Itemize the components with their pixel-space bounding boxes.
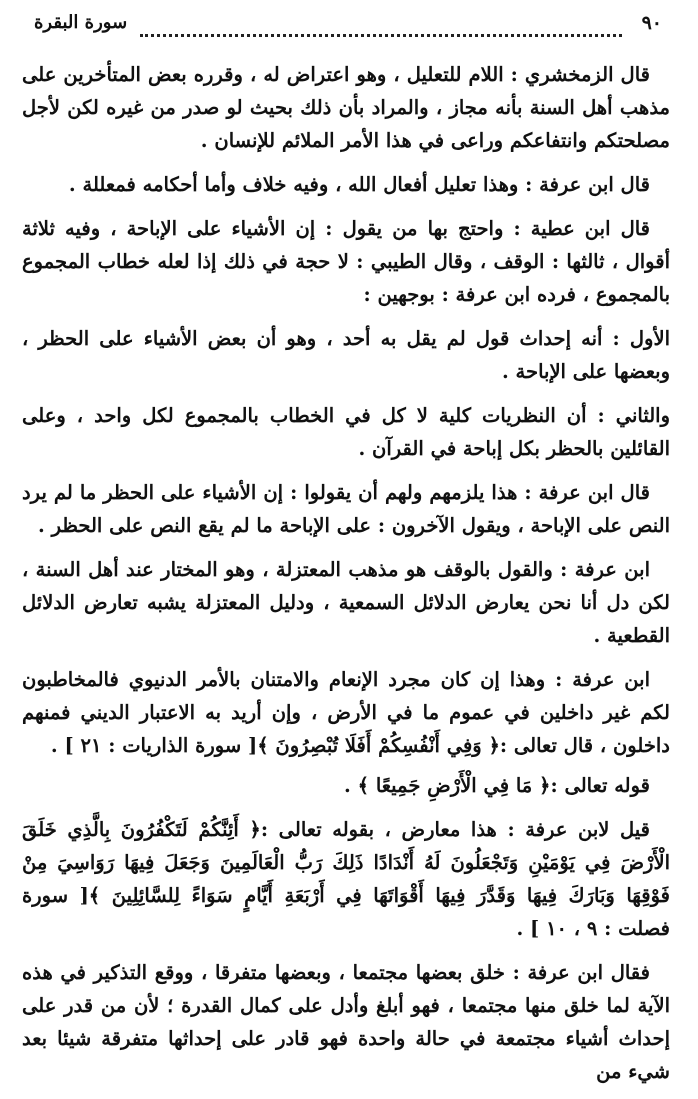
paragraph: ابن عرفة : والقول بالوقف هو مذهب المعتزلة ، وهو المختار عند أهل السنة ، لكن دل أنا نحن يعارض الدلائل السمعية ، ودليل المعتزلة يشبه تعارض الدلائل القطعية . <box>22 558 670 647</box>
paragraph: ابن عرفة : وهذا إن كان مجرد الإنعام والامتنان بالأمر الدنيوي فالمخاطبون لكم غير داخلين في عموم ما في الأرض ، وإن أريد به الاعتبار الديني فمنهم داخلون ، قال تعالى :﴿ وَفِي أَنْفُسِكُمْ أَفَلَا تُبْصِرُونَ ﴾[ سورة الذاريات : ٢١ ] . <box>22 668 670 757</box>
page-body <box>22 58 670 1099</box>
page-header <box>34 10 662 46</box>
paragraph: قال ابن عرفة : وهذا تعليل أفعال الله ، وفيه خلاف وأما أحكامه فمعللة . <box>68 173 650 196</box>
surah-name: سورة البقرة <box>34 12 128 33</box>
paragraph: والثاني : أن النظريات كلية لا كل في الخطاب بالمجموع لكل واحد ، وعلى القائلين بالحظر بكل إباحة في القرآن . <box>22 404 670 460</box>
page-number: ٩٠ <box>641 12 662 34</box>
header-dotted-leader <box>140 34 622 37</box>
paragraph: قال ابن عطية : واحتج بها من يقول : إن الأشياء على الإباحة ، وفيه ثلاثة أقوال ، ثالثها : الوقف ، وقال الطيبي : لا حجة في ذلك إذا لعله خطاب المجموع بالمجموع ، فرده ابن عرفة : بوجهين : <box>22 217 670 306</box>
paragraph: فقال ابن عرفة : خلق بعضها مجتمعا ، وبعضها متفرقا ، ووقع التذكير في هذه الآية لما خلق منها مجتمعا ، فهو أبلغ وأدل على كمال القدرة ؛ لأن من قدر على إحداث أشياء مجتمعة في حالة واحدة فهو قادر على إحداثها متفرقة شيئا بعد شيء من <box>22 961 670 1083</box>
paragraph: الأول : أنه إحداث قول لم يقل به أحد ، وهو أن بعض الأشياء على الحظر ، وبعضها على الإباحة . <box>22 327 670 383</box>
paragraph: قوله تعالى :﴿ مَا فِي الْأَرْضِ جَمِيعًا ﴾ . <box>344 774 650 797</box>
paragraph: قيل لابن عرفة : هذا معارض ، بقوله تعالى :﴿ أَئِنَّكُمْ لَتَكْفُرُونَ بِالَّذِي خَلَقَ الْأَرْضَ فِي يَوْمَيْنِ وَتَجْعَلُونَ لَهُ أَنْدَادًا ذَلِكَ رَبُّ الْعَالَمِينَ وَجَعَلَ فِيهَا رَوَاسِيَ مِنْ فَوْقِهَا وَبَارَكَ فِيهَا وَقَدَّرَ فِيهَا أَقْوَاتَهَا فِي أَرْبَعَةِ أَيَّامٍ سَوَاءً لِلسَّائِلِينَ ﴾[ سورة فصلت : ٩ ، ١٠ ] . <box>22 818 670 940</box>
paragraph: قال الزمخشري : اللام للتعليل ، وهو اعتراض له ، وقرره بعض المتأخرين على مذهب أهل السنة بأنه مجاز ، والمراد بأن ذلك بحيث لو صدر من غيره لكن لأجل مصلحتكم وانتفاعكم وراعى في هذا الأمر الملائم للإنسان . <box>22 63 670 152</box>
paragraph: قال ابن عرفة : هذا يلزمهم ولهم أن يقولوا : إن الأشياء على الحظر ما لم يرد النص على الإباحة ، ويقول الآخرون : على الإباحة ما لم يقع النص على الحظر . <box>22 481 670 537</box>
